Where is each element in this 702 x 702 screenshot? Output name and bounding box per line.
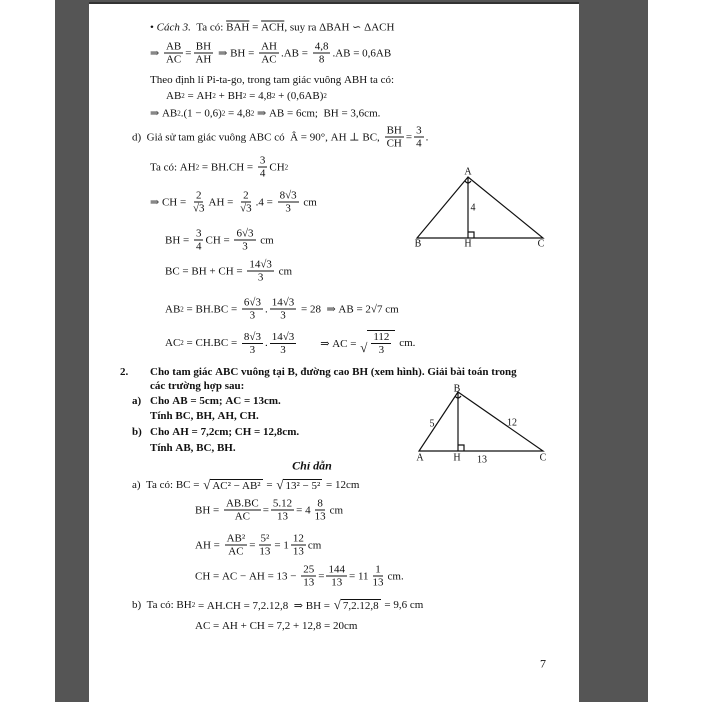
numerator: 8√3 bbox=[243, 330, 261, 343]
text-run: . bbox=[264, 303, 268, 315]
denominator: 3 bbox=[280, 343, 286, 356]
vertex-label: B bbox=[414, 238, 422, 250]
text-run: CH = AC − AH = 13 − bbox=[195, 570, 300, 582]
text-run: , suy ra ΔBAH ∽ ΔACH bbox=[284, 21, 395, 34]
text-run: cm bbox=[257, 234, 274, 246]
denominator: 3 bbox=[280, 309, 286, 322]
denominator: √3 bbox=[240, 202, 252, 215]
denominator: 3 bbox=[249, 309, 256, 322]
math-line: ⇒ AB 2 .(1 − 0,6) 2 = 4,8 2 ⇒ AB = 6cm; BH = 3,6cm. bbox=[150, 107, 381, 120]
vertex-label: C bbox=[537, 238, 545, 250]
text-run: cm bbox=[307, 539, 322, 551]
text-run: ⇒ AC = bbox=[298, 337, 360, 350]
numerator: AB bbox=[165, 40, 182, 53]
text-run: AH = bbox=[208, 196, 237, 208]
text-run: Ta có: bbox=[190, 21, 227, 33]
numerator: 1 bbox=[375, 563, 381, 576]
denominator: 13 bbox=[331, 576, 343, 589]
text-run: Cho AH = 7,2cm; CH = 12,8cm. bbox=[150, 426, 300, 438]
vertex-label: A bbox=[464, 166, 472, 178]
numerator: 3 bbox=[416, 124, 422, 137]
text-run: .(1 − 0,6) bbox=[180, 107, 222, 119]
text-run: = bbox=[405, 131, 413, 143]
text-run: d) Giả sử tam giác vuông ABC có Â = 90°, AH ⊥ BC, bbox=[132, 131, 383, 144]
numerator: BH bbox=[195, 40, 212, 53]
text-run: = AH.CH = 7,2.12,8 ⇒ BH = bbox=[195, 599, 333, 612]
numerator: 8 bbox=[317, 497, 323, 510]
radical-sign: √ bbox=[333, 597, 341, 612]
math-line: AB 2 = BH.BC = $\frac{6√3}{3}$ . $\frac{14√3}{3}$ = 28 ⇒ AB = 2√7 cm bbox=[165, 296, 399, 322]
text-run: AB bbox=[166, 90, 182, 102]
numerator: 144 bbox=[328, 563, 345, 576]
text-run: Tính AB, BC, BH. bbox=[150, 442, 236, 454]
length-label: 12 bbox=[507, 417, 517, 429]
text-run: b) Ta có: BH bbox=[132, 599, 192, 611]
radical-sign: √ bbox=[203, 477, 211, 492]
angle-notation: $\overline{ACH}$ bbox=[261, 21, 285, 33]
radical-sign: √ bbox=[276, 477, 284, 492]
numerator: 3 bbox=[195, 227, 202, 240]
text-run: = BH.BC = bbox=[183, 303, 240, 315]
denominator: AC bbox=[234, 510, 250, 523]
triangle-figure-2 bbox=[419, 392, 543, 451]
text-run: = 12cm bbox=[323, 479, 360, 491]
text-run: BH = bbox=[195, 504, 222, 516]
text-run: = bbox=[185, 47, 192, 59]
text-run: CH bbox=[269, 161, 285, 173]
triangle-figure-1 bbox=[417, 177, 543, 238]
text-run: AC bbox=[165, 337, 181, 349]
math-line: AB 2 = AH 2 + BH 2 = 4,8 2 + (0,6AB) 2 bbox=[166, 90, 327, 102]
numerator: 6√3 bbox=[243, 296, 261, 309]
radicand: 13² − 5² bbox=[285, 480, 321, 492]
numerator: 112 bbox=[373, 331, 390, 343]
denominator: 3 bbox=[242, 240, 248, 253]
denominator: CH bbox=[386, 137, 402, 150]
text-run: 2. bbox=[120, 366, 129, 378]
italic-text: Cách 3. bbox=[156, 21, 191, 33]
numerator: AH bbox=[261, 40, 277, 53]
text-run: ⇒ bbox=[150, 47, 162, 60]
text-run: = AH bbox=[184, 90, 213, 102]
denominator: 3 bbox=[257, 271, 264, 284]
length-label: 4 bbox=[470, 202, 476, 214]
denominator: 13 bbox=[292, 545, 304, 558]
numerator: 12 bbox=[292, 532, 304, 545]
text-run: các trường hợp sau: bbox=[150, 380, 245, 392]
radicand: AC² − AB² bbox=[212, 480, 261, 492]
numerator: 2 bbox=[195, 189, 202, 202]
numerator: 3 bbox=[259, 154, 266, 167]
vertex-label: B bbox=[453, 383, 461, 395]
vertex-label: H bbox=[464, 238, 472, 250]
text-run: Tính BC, BH, AH, CH. bbox=[150, 410, 259, 422]
length-label: 13 bbox=[477, 454, 487, 466]
denominator: AC bbox=[261, 53, 277, 66]
text-run: = bbox=[249, 21, 262, 33]
text-run: .AB = 0,6AB bbox=[332, 47, 392, 59]
text-run: BC = BH + CH = bbox=[165, 265, 246, 277]
text-run: Cho tam giác ABC vuông tại B, đường cao BH (xem hình). Giải bài toán trong bbox=[150, 366, 517, 378]
numerator: 14√3 bbox=[271, 296, 295, 309]
text-run: ⇒ AB bbox=[150, 107, 178, 120]
denominator: 8 bbox=[318, 53, 325, 66]
text-run: Cho AB = 5cm; AC = 13cm. bbox=[150, 395, 281, 407]
numerator: BH bbox=[386, 124, 402, 137]
radicand: 7,2.12,8 bbox=[342, 600, 379, 612]
text-run: ⇒ BH = bbox=[215, 47, 258, 60]
radical-sign: √ bbox=[360, 340, 368, 355]
length-label: 5 bbox=[429, 418, 435, 430]
text-run: ⇒ AB = 6cm; BH = 3,6cm. bbox=[254, 107, 381, 120]
numerator: AB.BC bbox=[225, 497, 259, 510]
text-run: = BH.CH = bbox=[199, 161, 256, 173]
denominator: 4 bbox=[195, 240, 202, 253]
vertex-label: H bbox=[453, 452, 461, 464]
text-run: = bbox=[318, 570, 325, 582]
text-run: ⇒ CH = bbox=[150, 196, 189, 209]
vertex-label: A bbox=[416, 452, 424, 464]
vertex-label: C bbox=[539, 452, 547, 464]
denominator: AH bbox=[195, 53, 212, 66]
text-run: = 9,6 cm bbox=[381, 599, 424, 611]
text-run: = CH.BC = bbox=[183, 337, 240, 349]
text-run: AB bbox=[165, 303, 181, 315]
numerator: 6√3 bbox=[236, 227, 254, 240]
text-run: = bbox=[249, 539, 256, 551]
numerator: AB² bbox=[226, 532, 246, 545]
text-run: • bbox=[150, 21, 157, 33]
text-run: = 1 bbox=[274, 539, 289, 551]
text-run: .AB = bbox=[280, 47, 311, 59]
math-line: Ta có: AH 2 = BH.CH = $\frac{3}{4}$ CH 2 bbox=[150, 154, 289, 180]
denominator: 13 bbox=[277, 510, 289, 523]
denominator: √3 bbox=[192, 202, 205, 215]
text-run: AC = AH + CH = 7,2 + 12,8 = 20cm bbox=[195, 620, 358, 632]
text-run: cm bbox=[329, 504, 344, 516]
denominator: 13 bbox=[259, 545, 271, 558]
text-run: = 4 bbox=[296, 504, 311, 516]
numerator: 2 bbox=[243, 189, 249, 202]
denominator: 3 bbox=[249, 343, 256, 356]
numerator: 5.12 bbox=[272, 497, 293, 510]
numerator: 5² bbox=[260, 532, 270, 545]
text-run: + (0,6AB) bbox=[275, 90, 324, 102]
denominator: AC bbox=[165, 53, 182, 66]
page-number: 7 bbox=[540, 656, 546, 671]
numerator: 14√3 bbox=[271, 330, 295, 343]
text-run: BH = bbox=[165, 234, 192, 246]
denominator: 13 bbox=[372, 576, 384, 589]
denominator: 13 bbox=[314, 510, 326, 523]
text-run: . bbox=[264, 337, 268, 349]
text-run: = 28 ⇒ AB = 2√7 cm bbox=[298, 303, 399, 316]
guide-heading: Chỉ dẫn bbox=[292, 458, 332, 473]
math-line: b) Ta có: BH 2 = AH.CH = 7,2.12,8 ⇒ BH = √ 7,2.12,8 = 9,6 cm bbox=[132, 597, 424, 612]
text-run: cm bbox=[275, 265, 293, 277]
text-run: b) bbox=[132, 426, 142, 438]
text-run: = 4,8 bbox=[246, 90, 272, 102]
text-run: .4 = bbox=[255, 196, 276, 208]
text-run: Ta có: AH bbox=[150, 161, 196, 173]
numerator: 4,8 bbox=[314, 40, 329, 53]
text-run: cm. bbox=[396, 337, 416, 349]
text-run: Theo định lí Pi-ta-go, trong tam giác vuông ABH ta có: bbox=[150, 74, 395, 86]
numerator: 14√3 bbox=[249, 258, 272, 271]
text-run: . bbox=[425, 131, 429, 143]
denominator: 4 bbox=[259, 167, 266, 180]
denominator: 13 bbox=[303, 576, 315, 589]
angle-notation: $\overline{BAH}$ bbox=[226, 21, 250, 33]
numerator: 25 bbox=[303, 563, 315, 576]
denominator: 3 bbox=[378, 344, 385, 356]
numerator: 8√3 bbox=[279, 189, 297, 202]
text-run: AH = bbox=[195, 539, 223, 551]
text-run: a) Ta có: BC = bbox=[132, 479, 203, 491]
text-run: CH = bbox=[205, 234, 233, 246]
math-line: AC 2 = CH.BC = $\frac{8√3}{3}$ . $\frac{14√3}{3}$ ⇒ AC = √ $\frac{112}{3}$ cm. bbox=[165, 330, 416, 356]
text-run: = bbox=[263, 479, 276, 491]
text-run: = 4,8 bbox=[225, 107, 251, 119]
text-run: a) bbox=[132, 395, 142, 407]
text-run: + BH bbox=[215, 90, 243, 102]
text-run: = bbox=[262, 504, 269, 516]
text-run: = 11 bbox=[348, 570, 369, 582]
text-run: cm. bbox=[387, 570, 404, 582]
text-run: cm bbox=[300, 196, 317, 208]
denominator: AC bbox=[228, 545, 244, 558]
denominator: 4 bbox=[416, 137, 422, 150]
denominator: 3 bbox=[285, 202, 291, 215]
